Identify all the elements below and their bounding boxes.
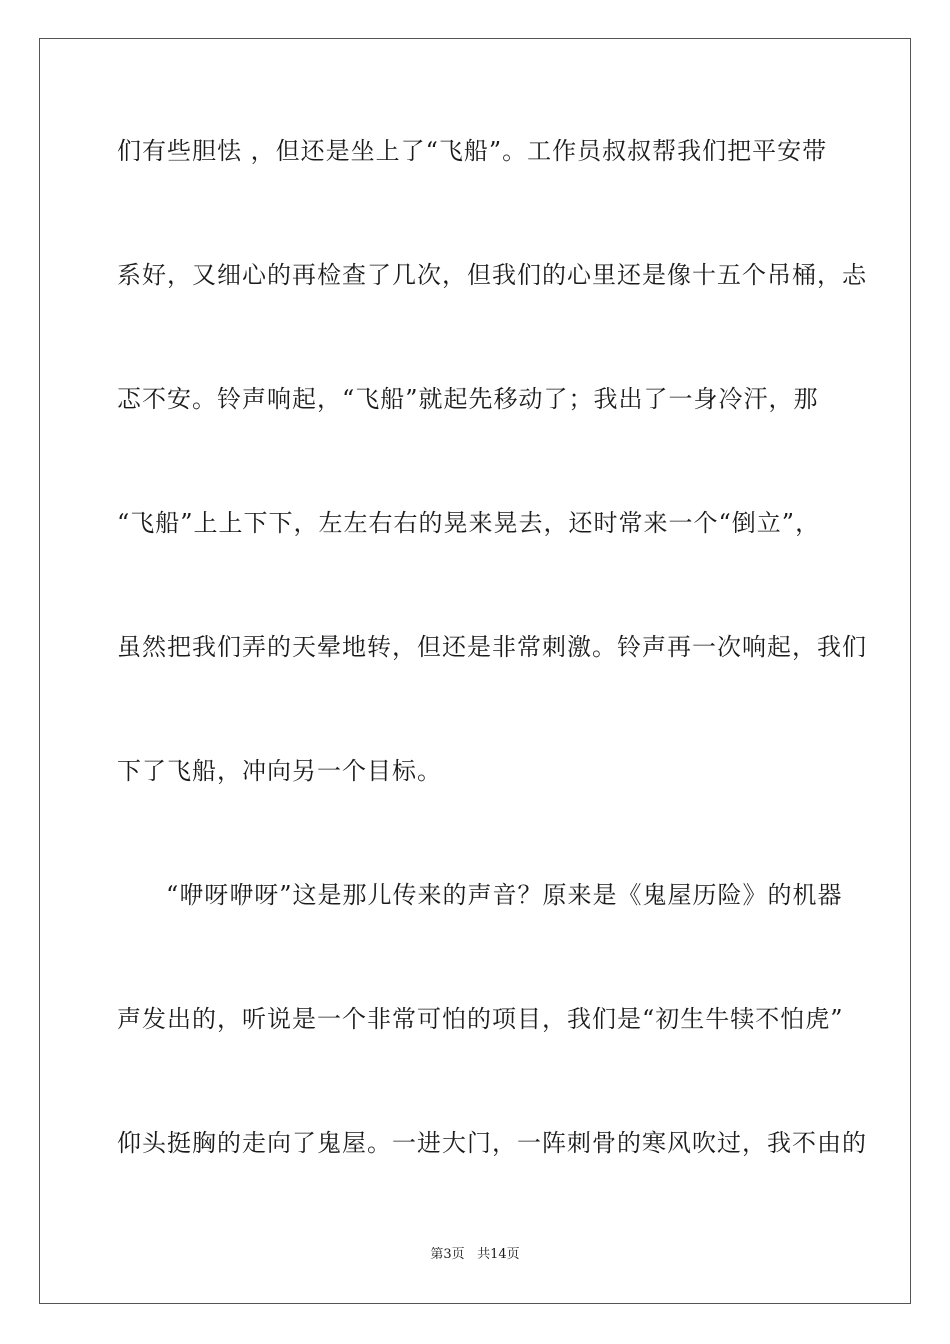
page-total: 共14页 bbox=[477, 1247, 520, 1262]
text-line-indented: “咿呀咿呀”这是那儿传来的声音？原来是《鬼屋历险》的机器 bbox=[166, 881, 843, 909]
text-line: 虽然把我们弄的天晕地转，但还是非常刺激。铃声再一次响起，我们 bbox=[117, 633, 867, 661]
text-line: 下了飞船，冲向另一个目标。 bbox=[117, 757, 442, 785]
text-line: “飞船”上上下下，左左右右的晃来晃去，还时常来一个“倒立”， bbox=[117, 509, 821, 537]
text-line: 声发出的，听说是一个非常可怕的项目，我们是“初生牛犊不怕虎” bbox=[117, 1005, 844, 1033]
text-line: 们有些胆怯 ，但还是坐上了“飞船”。工作员叔叔帮我们把平安带 bbox=[117, 137, 828, 165]
text-line: 忑不安。铃声响起，“飞船”就起先移动了；我出了一身冷汗，那 bbox=[117, 385, 819, 413]
page-footer bbox=[0, 1247, 950, 1263]
page-border bbox=[39, 38, 911, 1304]
text-line: 系好，又细心的再检查了几次，但我们的心里还是像十五个吊桶，忐 bbox=[117, 261, 867, 289]
page-number: 第3页 bbox=[430, 1247, 465, 1262]
text-line: 仰头挺胸的走向了鬼屋。一进大门，一阵刺骨的寒风吹过，我不由的 bbox=[117, 1129, 867, 1157]
